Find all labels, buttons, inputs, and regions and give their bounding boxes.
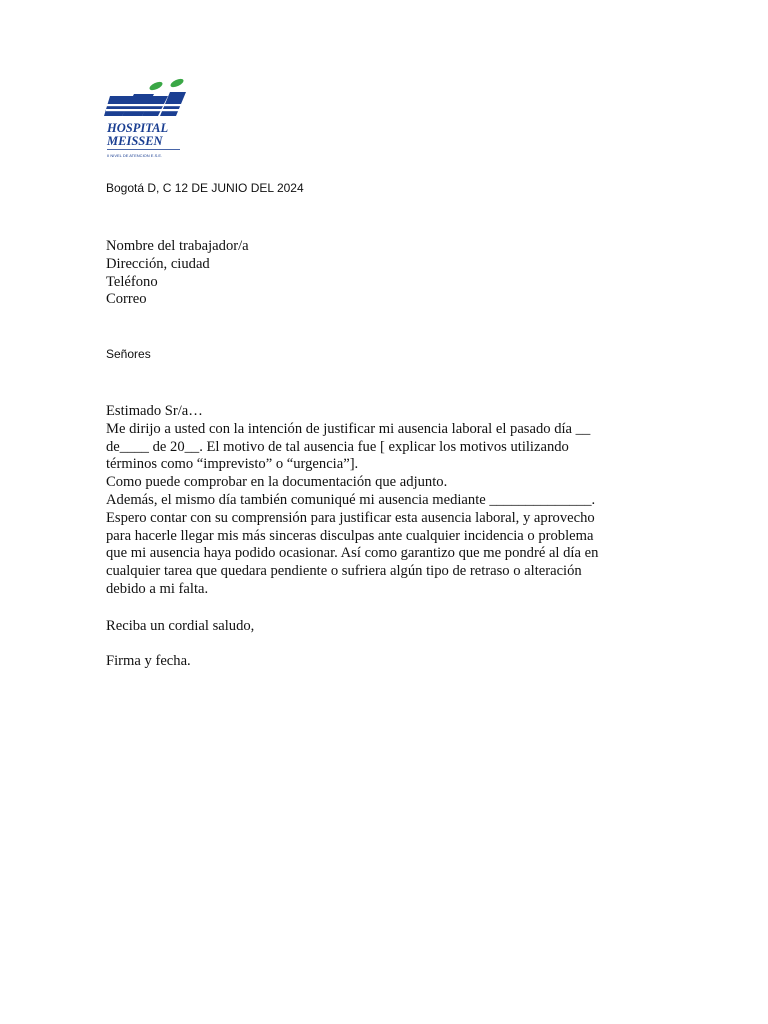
body-line: debido a mi falta. bbox=[106, 580, 209, 597]
recipient-email: Correo bbox=[106, 291, 147, 308]
body-line: para hacerle llegar mis más sinceras disculpas ante cualquier incidencia o problema bbox=[106, 527, 594, 544]
signature-line: Firma y fecha. bbox=[106, 653, 191, 669]
closing: Reciba un cordial saludo, bbox=[106, 618, 255, 634]
addressee: Señores bbox=[106, 347, 151, 361]
body-line: Espero contar con su comprensión para justificar esta ausencia laboral, y aprovecho bbox=[106, 509, 595, 526]
body-line: que mi ausencia haya podido ocasionar. Así como garantizo que me pondré al día en bbox=[106, 545, 599, 562]
body-line: Me dirijo a usted con la intención de justificar mi ausencia laboral el pasado día __ bbox=[106, 420, 591, 437]
city-date: Bogotá D, C 12 DE JUNIO DEL 2024 bbox=[106, 181, 304, 195]
recipient-address: Dirección, ciudad bbox=[106, 255, 210, 272]
body-line: términos como “imprevisto” o “urgencia”]. bbox=[106, 456, 359, 473]
logo-name-line2: MEISSEN bbox=[107, 134, 163, 148]
body-line: Además, el mismo día también comuniqué mi ausencia mediante ______________. bbox=[106, 491, 596, 508]
logo-tagline: II NIVEL DE ATENCION E.S.E. bbox=[107, 153, 163, 158]
recipient-phone: Teléfono bbox=[106, 273, 158, 290]
logo-name-line1: HOSPITAL bbox=[107, 121, 169, 135]
greeting: Estimado Sr/a… bbox=[106, 403, 203, 419]
recipient-block bbox=[106, 238, 249, 309]
body-line: Como puede comprobar en la documentación que adjunto. bbox=[106, 474, 448, 491]
hospital-logo bbox=[104, 78, 188, 164]
letter-body bbox=[106, 403, 598, 599]
recipient-name: Nombre del trabajador/a bbox=[106, 238, 249, 254]
body-line: cualquier tarea que quedara pendiente o sufriera algún tipo de retraso o alteración bbox=[106, 563, 582, 580]
body-line: de____ de 20__. El motivo de tal ausencia fue [ explicar los motivos utilizando bbox=[106, 438, 569, 455]
